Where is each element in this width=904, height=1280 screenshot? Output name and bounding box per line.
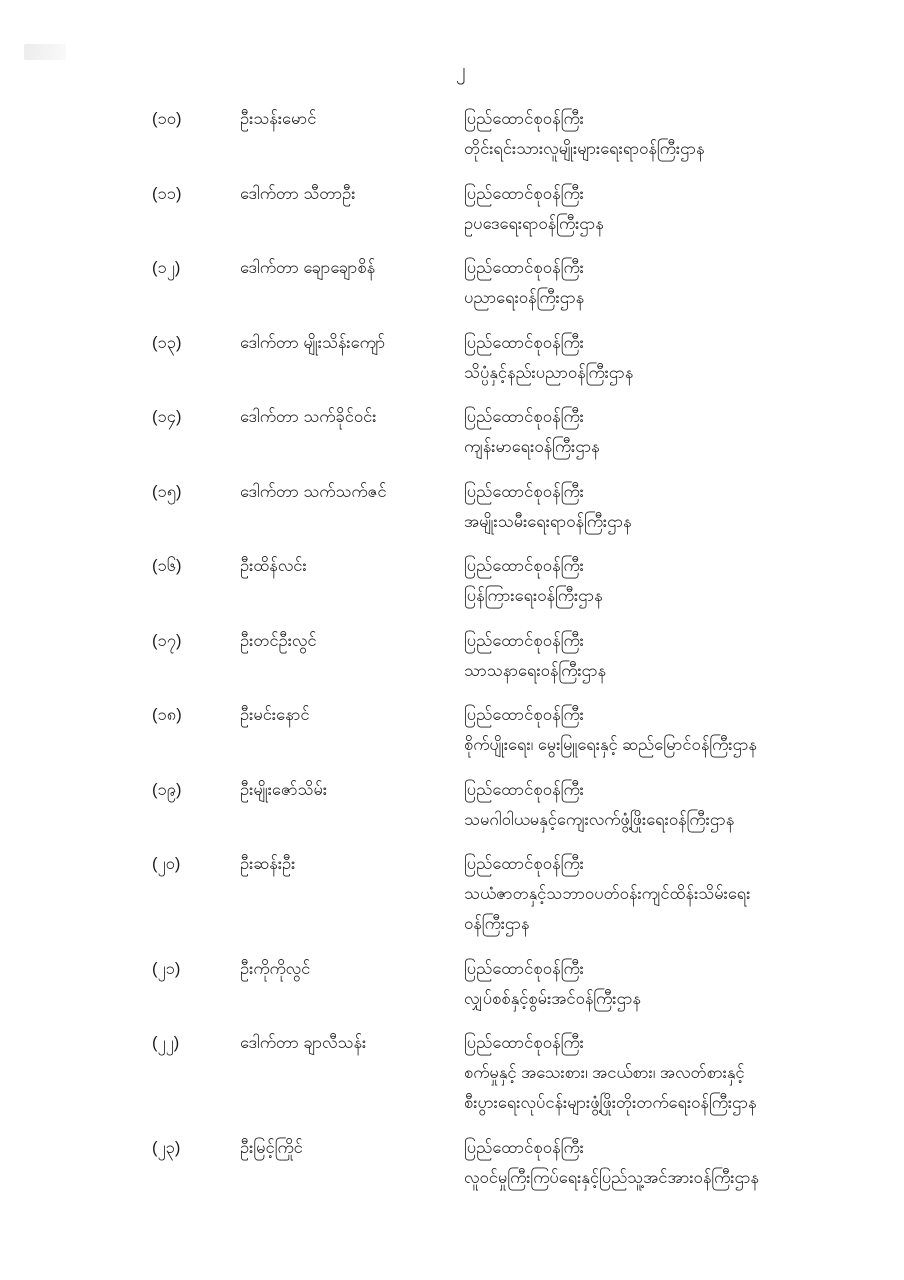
item-name: ဦးတင်ဦးလွင် xyxy=(240,631,317,650)
item-number: (၁၁) xyxy=(152,184,182,203)
list-item xyxy=(0,477,904,537)
office-line-1: ပြည်ထောင်စုဝန်ကြီး xyxy=(464,780,584,799)
list-item xyxy=(0,253,904,313)
office-line-2: စိုက်ပျိုးရေး၊ မွေးမြူရေးနှင့် ဆည်မြောင်ဝန်ကြီးဌာန xyxy=(464,736,757,754)
office-line-1: ပြည်ထောင်စုဝန်ကြီး xyxy=(464,959,584,978)
item-number: (၁၇) xyxy=(152,631,182,650)
list-item xyxy=(0,775,904,835)
item-office xyxy=(464,626,904,686)
item-number: (၂၂) xyxy=(152,1034,180,1052)
item-office xyxy=(464,954,904,1014)
item-number: (၁၉) xyxy=(152,780,182,799)
office-line-1: ပြည်ထောင်စုဝန်ကြီး xyxy=(464,408,584,426)
item-office xyxy=(464,402,904,462)
item-office xyxy=(464,328,904,388)
office-line-2: အမျိုးသမီးရေးရာဝန်ကြီးဌာန xyxy=(464,512,632,531)
item-office xyxy=(464,700,904,760)
item-office xyxy=(464,477,904,537)
office-line-2: ဥပဒေရေးရာဝန်ကြီးဌာန xyxy=(464,214,604,233)
office-line-1: ပြည်ထောင်စုဝန်ကြီး xyxy=(464,706,584,724)
list-item xyxy=(0,104,904,164)
item-name: ဦးကိုကိုလွင် xyxy=(240,959,311,978)
item-name: ဦးမျိုးဇော်သိမ်း xyxy=(240,780,328,799)
list-item xyxy=(0,626,904,686)
item-office xyxy=(464,1133,904,1193)
item-name: ဦးသန်းမောင် xyxy=(240,110,317,128)
item-number: (၁၅) xyxy=(152,482,182,501)
list-item xyxy=(0,849,904,939)
list-item xyxy=(0,551,904,611)
list-item xyxy=(0,179,904,239)
item-number: (၁၀) xyxy=(152,110,182,128)
item-name: ဦးမင်းနောင် xyxy=(240,706,310,724)
office-line-2: တိုင်းရင်းသားလူမျိုးများရေးရာဝန်ကြီးဌာန xyxy=(464,140,705,158)
office-line-1: ပြည်ထောင်စုဝန်ကြီး xyxy=(464,110,584,128)
scan-artifact xyxy=(24,44,66,60)
item-office xyxy=(464,104,904,164)
item-office xyxy=(464,253,904,313)
minister-list xyxy=(0,104,904,1207)
item-name: ဦးဆန်းဦး xyxy=(240,855,296,873)
item-number: (၂၁) xyxy=(152,959,181,978)
list-item xyxy=(0,402,904,462)
item-number: (၂၀) xyxy=(152,855,181,873)
item-office xyxy=(464,551,904,611)
item-number: (၁၆) xyxy=(152,557,182,575)
office-line-1: ပြည်ထောင်စုဝန်ကြီး xyxy=(464,631,584,650)
office-line-3: ဝန်ကြီးဌာန xyxy=(464,915,530,933)
list-item xyxy=(0,1028,904,1118)
office-line-2: ပညာရေးဝန်ကြီးဌာန xyxy=(464,289,585,307)
item-office xyxy=(464,1028,904,1118)
office-line-1: ပြည်ထောင်စုဝန်ကြီး xyxy=(464,557,584,575)
office-line-1: ပြည်ထောင်စုဝန်ကြီး xyxy=(464,1138,584,1157)
office-line-1: ပြည်ထောင်စုဝန်ကြီး xyxy=(464,259,584,277)
office-line-1: ပြည်ထောင်စုဝန်ကြီး xyxy=(464,184,584,203)
list-item xyxy=(0,328,904,388)
item-name: ဒေါက်တာ သက်သက်ဇင် xyxy=(240,482,387,501)
office-line-1: ပြည်ထောင်စုဝန်ကြီး xyxy=(464,1034,584,1052)
office-line-2: သိပ္ပံနှင့်နည်းပညာဝန်ကြီးဌာန xyxy=(464,363,634,382)
item-number: (၁၃) xyxy=(152,333,182,352)
item-name: ဒေါက်တာ မျိုးသိန်းကျော် xyxy=(240,333,386,352)
office-line-2: ကျန်းမာရေးဝန်ကြီးဌာန xyxy=(464,438,600,456)
item-name: ဒေါက်တာ သက်ခိုင်ဝင်း xyxy=(240,408,377,426)
office-line-1: ပြည်ထောင်စုဝန်ကြီး xyxy=(464,333,584,352)
item-office xyxy=(464,775,904,835)
item-number: (၂၃) xyxy=(152,1138,181,1157)
item-name: ဒေါက်တာ သီတာဦး xyxy=(240,184,356,203)
item-number: (၁၈) xyxy=(152,706,182,724)
office-line-2: သယံဇာတနှင့်သဘာဝပတ်ဝန်းကျင်ထိန်းသိမ်းရေး xyxy=(464,885,751,903)
office-line-3: စီးပွားရေးလုပ်ငန်းများဖွံ့ဖြိုးတိုးတက်ရေးဝန်ကြီးဌာန xyxy=(464,1094,757,1112)
office-line-2: လူဝင်မှုကြီးကြပ်ရေးနှင့်ပြည်သူ့အင်အားဝန်ကြီးဌာန xyxy=(464,1168,759,1187)
office-line-2: သာသနာရေးဝန်ကြီးဌာန xyxy=(464,661,607,680)
item-office xyxy=(464,849,904,939)
item-number: (၁၄) xyxy=(152,408,182,426)
page-number: ၂ xyxy=(456,60,466,81)
list-item xyxy=(0,1133,904,1193)
office-line-2: ပြန်ကြားရေးဝန်ကြီးဌာန xyxy=(464,587,603,605)
list-item xyxy=(0,954,904,1014)
item-name: ဒေါက်တာ ချာလီသန်း xyxy=(240,1034,367,1052)
item-name: ဦးထိန်လင်း xyxy=(240,557,307,575)
office-line-1: ပြည်ထောင်စုဝန်ကြီး xyxy=(464,482,584,501)
office-line-2: စက်မှုနှင့် အသေးစား၊ အငယ်စား၊ အလတ်စားနှင့် xyxy=(464,1064,745,1082)
item-name: ဒေါက်တာ ချောချောစိန် xyxy=(240,259,376,277)
list-item xyxy=(0,700,904,760)
office-line-2: လျှပ်စစ်နှင့်စွမ်းအင်ဝန်ကြီးဌာန xyxy=(464,989,641,1008)
office-line-1: ပြည်ထောင်စုဝန်ကြီး xyxy=(464,855,584,873)
item-number: (၁၂) xyxy=(152,259,181,277)
item-office xyxy=(464,179,904,239)
item-name: ဦးမြင့်ကြိုင် xyxy=(240,1138,303,1157)
office-line-2: သမဂါဝါယမနှင့်ကျေးလက်ဖွံ့ဖြိုးရေးဝန်ကြီးဌာန xyxy=(464,810,735,829)
